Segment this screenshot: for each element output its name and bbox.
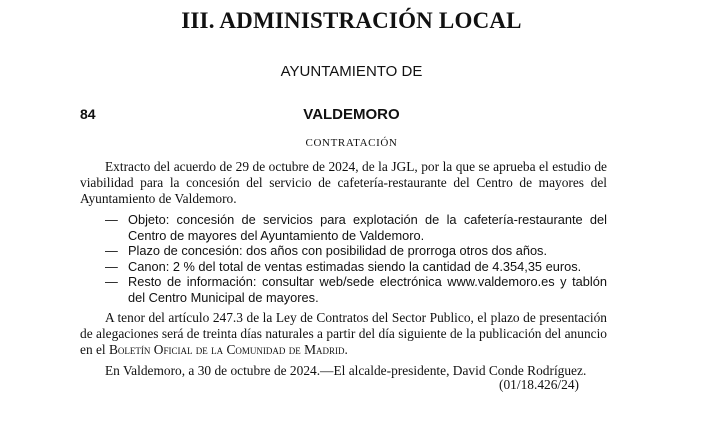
list-item: [80, 212, 607, 243]
municipality-heading: VALDEMORO: [303, 106, 400, 123]
bulletin-name: Boletín Oficial de la Comunidad de Madrid: [109, 342, 345, 357]
allegations-end: .: [344, 342, 348, 357]
subheading: CONTRATACIÓN: [305, 137, 398, 149]
item-text: Plazo de concesión: dos años con posibilidad de prorroga otros dos años.: [128, 243, 548, 258]
intro-paragraph: Extracto del acuerdo de 29 de octubre de 2024, de la JGL, por la que se aprueba el estudio de viabilidad para la concesión del servicio de cafetería-restaurante del Centro de mayores del Ayuntamiento de Valdemoro.: [80, 159, 607, 206]
section-title: III. ADMINISTRACIÓN LOCAL: [181, 8, 522, 33]
item-text: Resto de información: consultar web/sede electrónica www.valdemoro.es y tablón del Centro Municipal de mayores.: [128, 274, 607, 305]
details-list: [80, 212, 607, 305]
allegations-text: A tenor del artículo 247.3 de la Ley de Contratos del Sector Publico, el plazo de presentación de alegaciones será de treinta días naturales a partir del día siguiente de la publicación del anuncio en el: [80, 310, 607, 357]
list-item: [80, 274, 607, 305]
dash-marker: —: [105, 258, 118, 274]
list-item: [80, 243, 607, 259]
dash-marker: —: [105, 274, 118, 289]
entity-heading: AYUNTAMIENTO DE: [280, 63, 423, 80]
signature-line: En Valdemoro, a 30 de octubre de 2024.—El alcalde-presidente, David Conde Rodríguez.: [105, 363, 587, 378]
list-item: [80, 259, 607, 275]
reference-code: (01/18.426/24): [499, 377, 579, 392]
allegations-paragraph: [80, 310, 607, 358]
item-text: Objeto: concesión de servicios para explotación de la cafetería-restaurante del Centro de mayores del Ayuntamiento de Valdemoro.: [128, 212, 607, 243]
item-text: Canon: 2 % del total de ventas estimadas siendo la cantidad de 4.354,35 euros.: [128, 258, 582, 274]
dash-marker: —: [105, 212, 118, 227]
announcement-body: [80, 159, 607, 379]
dash-marker: —: [105, 243, 118, 258]
announcement-number: 84: [80, 106, 96, 122]
